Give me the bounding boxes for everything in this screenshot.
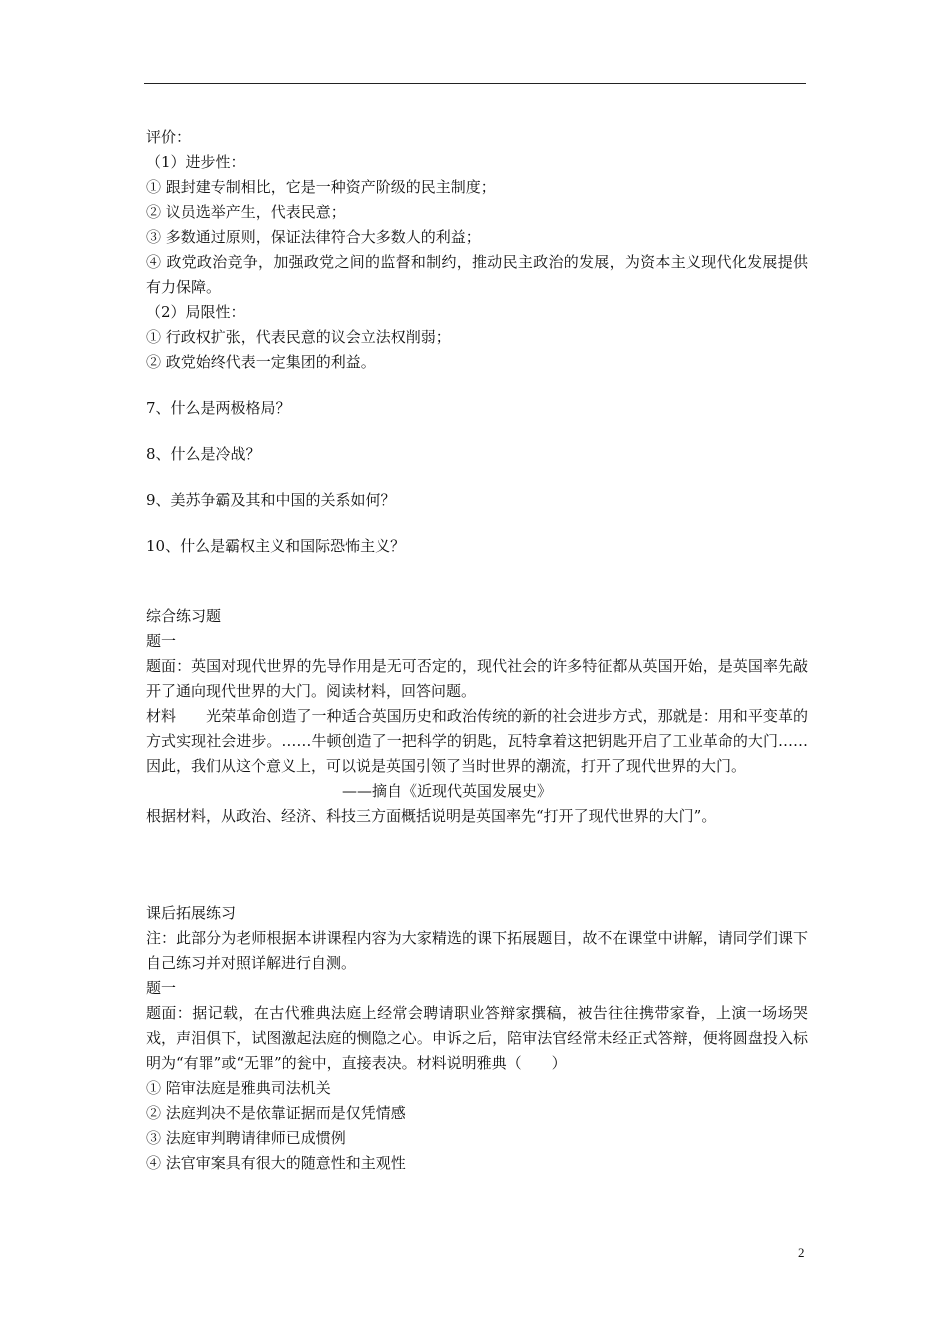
question-10: 10、什么是霸权主义和国际恐怖主义？	[146, 537, 406, 555]
extension-problem-label: 题一	[146, 979, 177, 997]
extension-stem: 题面：据记载，在古代雅典法庭上经常会聘请职业答辩家撰稿，被告往往携带家眷，上演一场场哭戏，声泪俱下，试图激起法庭的恻隐之心。申诉之后，陪审法官经常未经正式答辩，便将圆盘投入标明为“有罪”或“无罪”的瓮中，直接表决。材料说明雅典（ ）	[146, 1004, 808, 1072]
extension-heading: 课后拓展练习	[146, 904, 237, 922]
limit-item: ① 行政权扩张，代表民意的议会立法权削弱；	[146, 328, 451, 346]
document-body	[146, 125, 808, 1176]
progress-title: （1）进步性：	[146, 153, 246, 171]
header-rule	[144, 83, 806, 84]
material-attribution: ——摘自《近现代英国发展史》	[342, 782, 553, 800]
comprehensive-task: 根据材料，从政治、经济、科技三方面概括说明是英国率先“打开了现代世界的大门”。	[146, 807, 717, 825]
extension-note: 注：此部分为老师根据本讲课程内容为大家精选的课下拓展题目，故不在课堂中讲解，请同学们课下自己练习并对照详解进行自测。	[146, 929, 808, 972]
progress-item: ① 跟封建专制相比，它是一种资产阶级的民主制度；	[146, 178, 496, 196]
comprehensive-heading: 综合练习题	[146, 607, 222, 625]
extension-option: ④ 法官审案具有很大的随意性和主观性	[146, 1154, 406, 1172]
limit-item: ② 政党始终代表一定集团的利益。	[146, 353, 376, 371]
extension-option: ① 陪审法庭是雅典司法机关	[146, 1079, 331, 1097]
progress-item: ④ 政党政治竞争，加强政党之间的监督和制约，推动民主政治的发展，为资本主义现代化发展提供有力保障。	[146, 253, 808, 296]
question-7: 7、什么是两极格局？	[146, 399, 291, 417]
question-8: 8、什么是冷战？	[146, 445, 261, 463]
extension-option: ② 法庭判决不是依靠证据而是仅凭情感	[146, 1104, 406, 1122]
question-9: 9、美苏争霸及其和中国的关系如何？	[146, 491, 396, 509]
limit-title: （2）局限性：	[146, 303, 246, 321]
page-number: 2	[798, 1245, 805, 1260]
comprehensive-problem-label: 题一	[146, 632, 177, 650]
comprehensive-stem: 题面：英国对现代世界的先导作用是无可否定的，现代社会的许多特征都从英国开始，是英国率先敲开了通向现代世界的大门。阅读材料，回答问题。	[146, 657, 808, 700]
extension-option: ③ 法庭审判聘请律师已成惯例	[146, 1129, 346, 1147]
progress-item: ③ 多数通过原则，保证法律符合大多数人的利益；	[146, 228, 481, 246]
comprehensive-material: 材料 光荣革命创造了一种适合英国历史和政治传统的新的社会进步方式，那就是：用和平变革的方式实现社会进步。……牛顿创造了一把科学的钥匙，瓦特拿着这把钥匙开启了工业革命的大门……因此，我们从这个意义上，可以说是英国引领了当时世界的潮流，打开了现代世界的大门。	[146, 707, 808, 775]
progress-item: ② 议员选举产生，代表民意；	[146, 203, 346, 221]
evaluation-heading: 评价：	[146, 128, 192, 146]
